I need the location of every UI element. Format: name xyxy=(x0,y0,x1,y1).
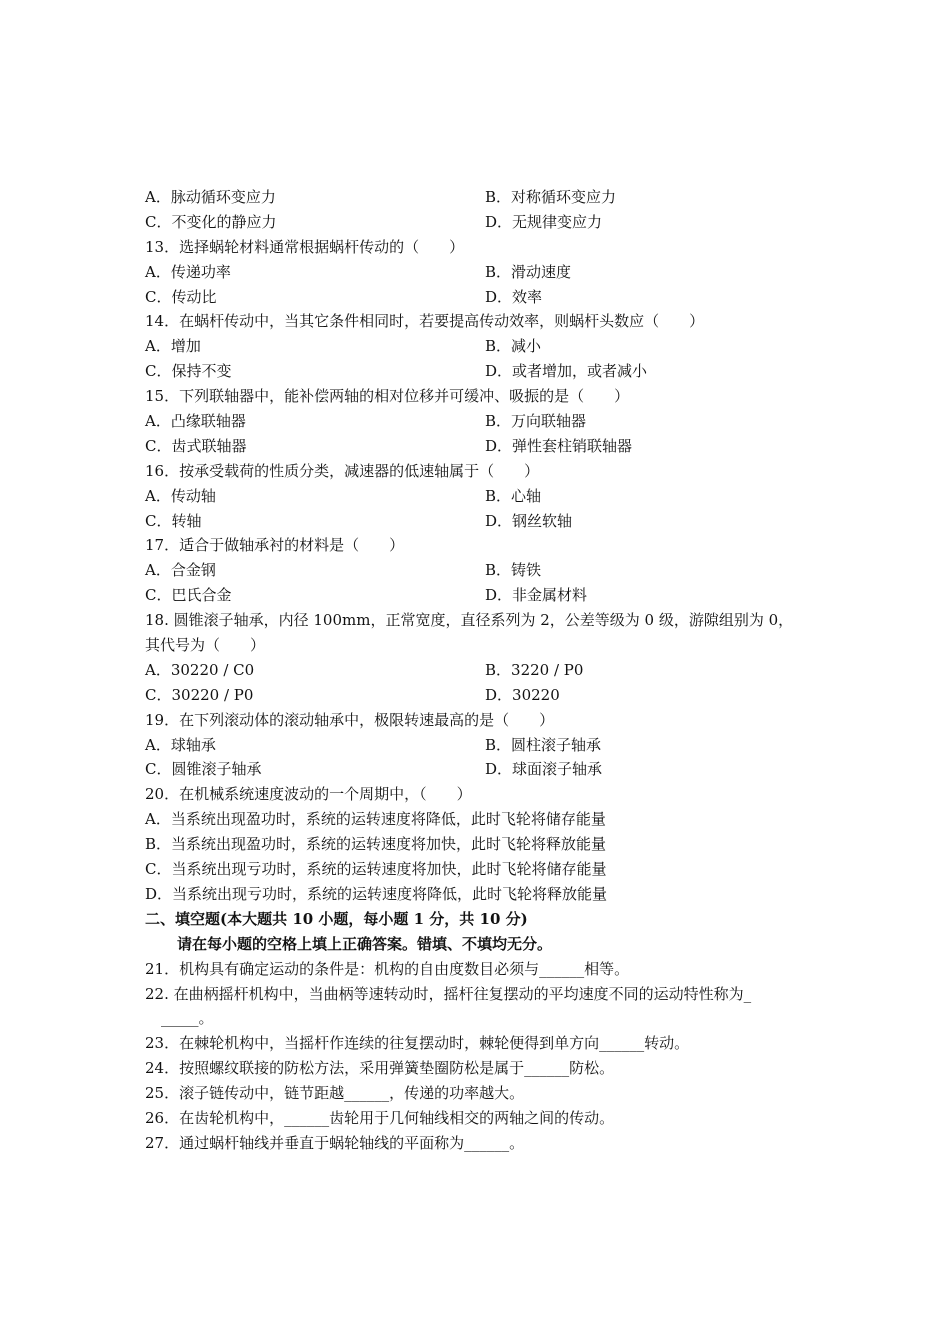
q16-option-c: C．转轴 xyxy=(145,511,202,530)
section-instruction: 请在每小题的空格上填上正确答案。错填、不填均无分。 xyxy=(177,934,553,953)
q22-text-line1: 22. 在曲柄摇杆机构中，当曲柄等速转动时，摇杆往复摆动的平均速度不同的运动特性称为_ xyxy=(145,984,752,1003)
q15-option-c: C．齿式联轴器 xyxy=(145,436,247,455)
q18-option-row xyxy=(145,658,825,683)
q18-option-b: B．3220 / P0 xyxy=(485,660,584,679)
q19-option-d: D．球面滚子轴承 xyxy=(485,760,603,779)
q16-option-d: D．钢丝软轴 xyxy=(485,511,573,530)
q15-option-row xyxy=(145,434,825,459)
q19-stem: 19．在下列滚动体的滚动轴承中，极限转速最高的是（ ） xyxy=(145,710,555,729)
q19-option-a: A．球轴承 xyxy=(145,735,216,754)
q12-option-d: D．无规律变应力 xyxy=(485,212,603,231)
q16-option-row xyxy=(145,484,825,509)
q19-option-c: C．圆锥滚子轴承 xyxy=(145,760,262,779)
q17-option-c: C．巴氏合金 xyxy=(145,586,232,605)
q20-stem: 20．在机械系统速度波动的一个周期中，（ ） xyxy=(145,785,472,804)
q14-option-a: A．增加 xyxy=(145,337,201,356)
q27-text: 27．通过蜗杆轴线并垂直于蜗轮轴线的平面称为______。 xyxy=(145,1133,525,1152)
q18-option-a: A．30220 / C0 xyxy=(145,660,255,679)
q14-option-b: B．减小 xyxy=(485,337,542,356)
q12-option-c: C．不变化的静应力 xyxy=(145,212,277,231)
q14-stem: 14．在蜗杆传动中，当其它条件相同时，若要提高传动效率，则蜗杆头数应（ ） xyxy=(145,312,705,331)
q18-option-d: D．30220 xyxy=(485,685,560,704)
q20-option-b: B．当系统出现盈功时，系统的运转速度将加快，此时飞轮将释放能量 xyxy=(145,835,607,854)
q13-option-b: B．滑动速度 xyxy=(485,262,572,281)
q20-option-a: A．当系统出现盈功时，系统的运转速度将降低，此时飞轮将储存能量 xyxy=(145,810,606,829)
q18-stem-line1: 18. 圆锥滚子轴承，内径 100mm，正常宽度，直径系列为 2，公差等级为 0 级，游隙组别为 0， xyxy=(145,611,794,630)
q16-option-b: B．心轴 xyxy=(485,486,542,505)
q16-stem: 16．按承受载荷的性质分类，减速器的低速轴属于（ ） xyxy=(145,461,540,480)
q13-stem: 13．选择蜗轮材料通常根据蜗杆传动的（ ） xyxy=(145,237,465,256)
q12-option-b: B．对称循环变应力 xyxy=(485,188,617,206)
q14-option-c: C．保持不变 xyxy=(145,362,232,381)
q12-option-row xyxy=(145,185,825,210)
q15-option-row xyxy=(145,409,825,434)
q17-option-b: B．铸铁 xyxy=(485,561,542,580)
q21-text: 21．机构具有确定运动的条件是：机构的自由度数目必须与______相等。 xyxy=(145,959,630,978)
q12-option-row xyxy=(145,210,825,235)
q19-option-row xyxy=(145,733,825,758)
q19-option-row xyxy=(145,757,825,782)
q25-text: 25．滚子链传动中，链节距越______，传递的功率越大。 xyxy=(145,1084,525,1103)
section-heading: 二、填空题(本大题共 10 小题，每小题 1 分，共 10 分) xyxy=(145,909,528,928)
q24-text: 24．按照螺纹联接的防松方法，采用弹簧垫圈防松是属于______防松。 xyxy=(145,1059,615,1078)
q13-option-c: C．传动比 xyxy=(145,287,217,306)
q17-option-a: A．合金钢 xyxy=(145,561,216,580)
q17-stem: 17．适合于做轴承衬的材料是（ ） xyxy=(145,536,405,555)
q18-option-c: C．30220 / P0 xyxy=(145,685,254,704)
q20-option-d: D．当系统出现亏功时，系统的运转速度将降低，此时飞轮将释放能量 xyxy=(145,884,608,903)
q15-option-b: B．万向联轴器 xyxy=(485,412,587,431)
q19-option-b: B．圆柱滚子轴承 xyxy=(485,735,602,754)
q16-option-row xyxy=(145,509,825,534)
q14-option-row xyxy=(145,359,825,384)
q15-stem: 15．下列联轴器中，能补偿两轴的相对位移并可缓冲、吸振的是（ ） xyxy=(145,387,630,406)
q20-option-c: C．当系统出现亏功时，系统的运转速度将加快，此时飞轮将储存能量 xyxy=(145,860,607,879)
q15-option-a: A．凸缘联轴器 xyxy=(145,412,246,431)
q14-option-d: D．或者增加，或者减小 xyxy=(485,362,648,381)
q17-option-d: D．非金属材料 xyxy=(485,586,588,605)
q26-text: 26．在齿轮机构中，______齿轮用于几何轴线相交的两轴之间的传动。 xyxy=(145,1108,615,1127)
q18-stem-line2: 其代号为（ ） xyxy=(145,636,266,655)
exam-page xyxy=(145,185,825,1156)
q13-option-row xyxy=(145,260,825,285)
q13-option-a: A．传递功率 xyxy=(145,262,231,281)
q14-option-row xyxy=(145,334,825,359)
q22-text-line2: _____。 xyxy=(161,1009,214,1028)
q16-option-a: A．传动轴 xyxy=(145,486,216,505)
q18-option-row xyxy=(145,683,825,708)
q17-option-row xyxy=(145,558,825,583)
q13-option-d: D．效率 xyxy=(485,287,543,306)
q15-option-d: D．弹性套柱销联轴器 xyxy=(485,436,633,455)
q17-option-row xyxy=(145,583,825,608)
q12-option-a: A．脉动循环变应力 xyxy=(145,188,276,206)
q13-option-row xyxy=(145,285,825,310)
q23-text: 23．在棘轮机构中，当摇杆作连续的往复摆动时，棘轮便得到单方向______转动。 xyxy=(145,1034,690,1053)
